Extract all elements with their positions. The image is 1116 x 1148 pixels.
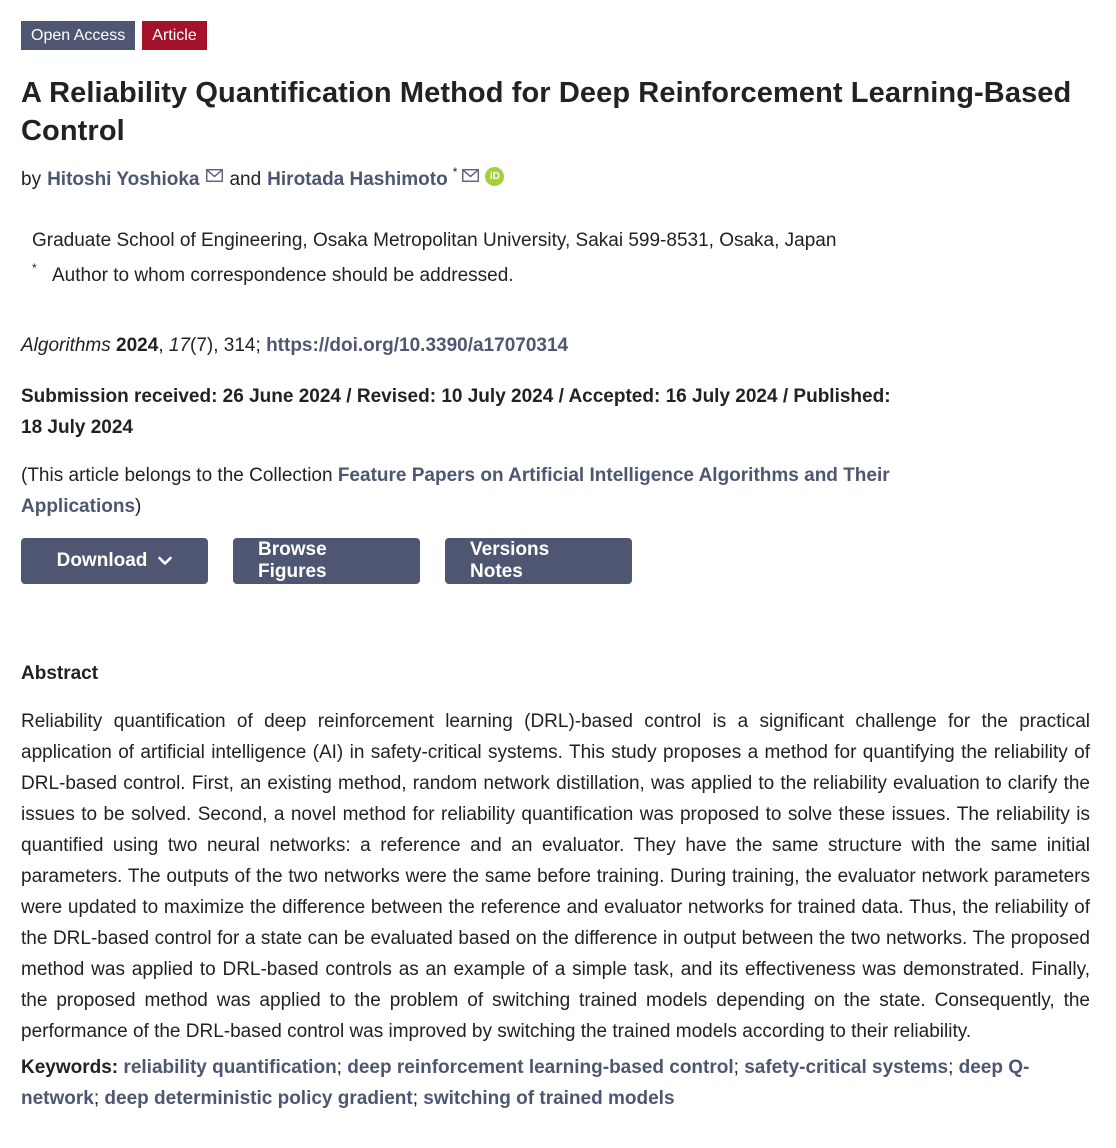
keyword-link[interactable]: deep deterministic policy gradient bbox=[104, 1088, 413, 1109]
publication-dates bbox=[21, 381, 901, 443]
citation-year: 2024 bbox=[116, 335, 159, 356]
keyword-link[interactable]: switching of trained models bbox=[423, 1088, 675, 1109]
keyword-sep: ; bbox=[948, 1057, 959, 1078]
by-label: by bbox=[21, 169, 42, 190]
collection-prefix: (This article belongs to the Collection bbox=[21, 465, 338, 486]
keyword-list bbox=[21, 1057, 1029, 1109]
abstract-heading: Abstract bbox=[21, 663, 99, 684]
keyword-link[interactable]: reliability quantification bbox=[123, 1057, 337, 1078]
keyword-sep: ; bbox=[733, 1057, 745, 1078]
citation-issue-pages: (7), 314; bbox=[190, 335, 267, 356]
author-link-1[interactable]: Hitoshi Yoshioka bbox=[47, 169, 200, 190]
article-title: A Reliability Quantification Method for Deep Reinforcement Learning-Based Control bbox=[21, 77, 1072, 147]
citation bbox=[21, 334, 1094, 358]
browse-figures-button[interactable]: Browse Figures bbox=[233, 538, 420, 584]
download-label: Download bbox=[56, 550, 148, 571]
date-accepted: Accepted: 16 July 2024 bbox=[568, 386, 778, 407]
affiliation: Graduate School of Engineering, Osaka Metropolitan University, Sakai 599-8531, Osaka, Japan bbox=[32, 230, 837, 251]
keyword-link[interactable]: safety-critical systems bbox=[744, 1057, 949, 1078]
date-sep: / bbox=[341, 386, 357, 407]
correspondence-note bbox=[32, 261, 1094, 288]
collection-suffix: ) bbox=[135, 496, 142, 517]
author-link-2[interactable]: Hirotada Hashimoto bbox=[267, 169, 448, 190]
article-type-badge: Article bbox=[142, 21, 206, 50]
orcid-icon[interactable]: iD bbox=[485, 167, 504, 186]
collection-note bbox=[21, 460, 1011, 522]
email-icon[interactable] bbox=[206, 165, 223, 189]
email-icon[interactable] bbox=[462, 165, 479, 189]
keywords bbox=[21, 1052, 1090, 1114]
action-buttons bbox=[21, 538, 1094, 584]
correspondence-mark: * bbox=[32, 261, 37, 275]
correspondence-text: Author to whom correspondence should be addressed. bbox=[52, 265, 514, 286]
keyword-link[interactable]: deep reinforcement learning-based control bbox=[347, 1057, 734, 1078]
date-received: Submission received: 26 June 2024 bbox=[21, 386, 341, 407]
keywords-label: Keywords: bbox=[21, 1057, 119, 1078]
author-list bbox=[21, 165, 1094, 192]
doi-link[interactable]: https://doi.org/10.3390/a17070314 bbox=[266, 335, 569, 356]
keyword-link[interactable]: deep Q-network bbox=[21, 1057, 1030, 1109]
citation-sep: , bbox=[158, 335, 169, 356]
keyword-sep: ; bbox=[336, 1057, 348, 1078]
chevron-down-icon bbox=[158, 550, 172, 572]
date-revised: Revised: 10 July 2024 bbox=[356, 386, 554, 407]
and-label: and bbox=[229, 169, 262, 190]
open-access-badge[interactable]: Open Access bbox=[21, 21, 135, 50]
date-sep: / bbox=[553, 386, 569, 407]
citation-volume: 17 bbox=[168, 335, 191, 356]
collection-link[interactable]: Feature Papers on Artificial Intelligence Algorithms and Their Applications bbox=[21, 465, 890, 517]
date-published: Published: 18 July 2024 bbox=[21, 386, 891, 438]
journal-name[interactable]: Algorithms bbox=[21, 335, 111, 356]
versions-notes-button[interactable]: Versions Notes bbox=[445, 538, 632, 584]
keyword-sep: ; bbox=[93, 1088, 105, 1109]
badges bbox=[21, 21, 1094, 50]
abstract-text: Reliability quantification of deep reinforcement learning (DRL)-based control is a significant challenge for the practical application of artificial intelligence (AI) in safety-critical systems. This study proposes a method for quantifying the reliability of DRL-based control. First, an existing method, random network distillation, was applied to the reliability evaluation to clarify the issues to be solved. Second, a novel method for reliability quantification was proposed to solve these issues. The reliability is quantified using two neural networks: a reference and an evaluator. They have the same structure with the same initial parameters. The outputs of the two networks were the same before training. During training, the evaluator network parameters were updated to maximize the difference between the reference and evaluator networks for trained data. Thus, the reliability of the DRL-based control for a state can be evaluated based on the difference in output between the two networks. The proposed method was applied to DRL-based controls as an example of a simple task, and its effectiveness was demonstrated. Finally, the proposed method was applied to the problem of switching trained models depending on the state. Consequently, the performance of the DRL-based control was improved by switching the trained models according to their reliability. bbox=[21, 711, 1090, 1042]
date-sep: / bbox=[777, 386, 794, 407]
corresponding-author-mark: * bbox=[452, 165, 458, 179]
keyword-sep: ; bbox=[412, 1088, 424, 1109]
download-button[interactable] bbox=[21, 538, 208, 584]
